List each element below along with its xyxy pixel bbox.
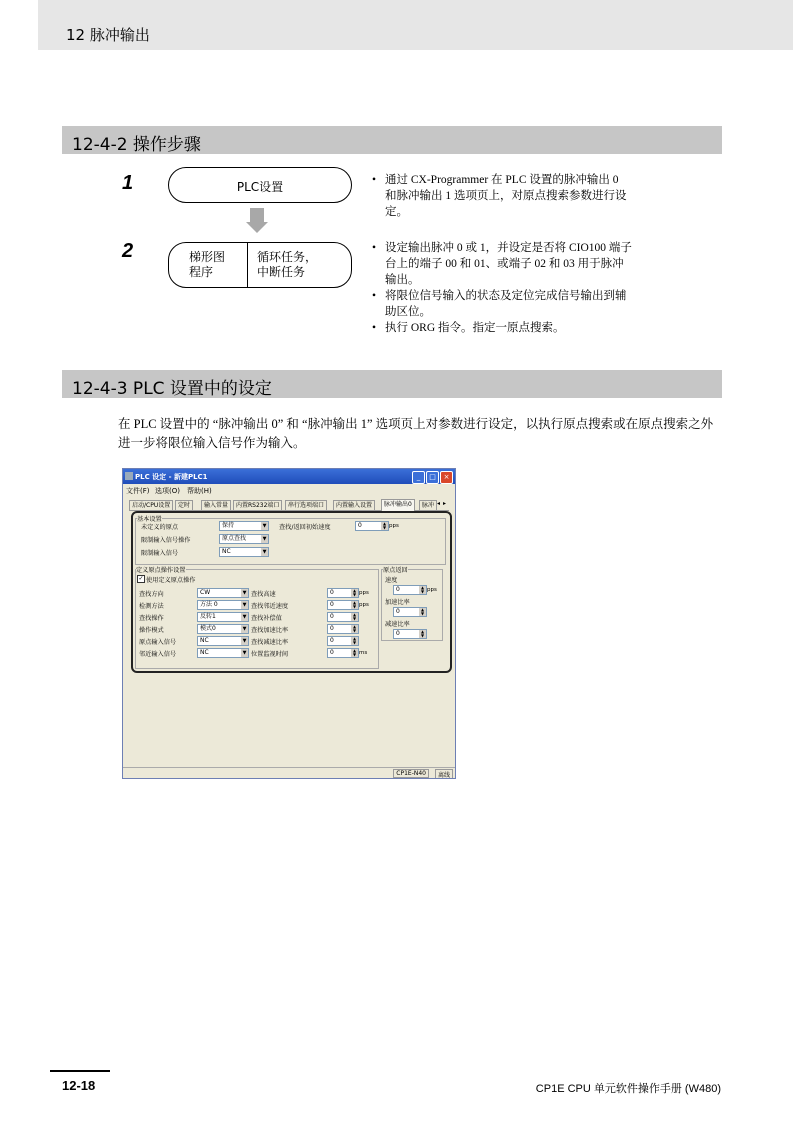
field-label: 未定义的原点 — [141, 524, 179, 531]
field-label: 位置监视时间 — [251, 651, 289, 658]
section-title: 12-4-2 操作步骤 — [72, 135, 201, 155]
section-title: 12-4-3 PLC 设置中的设定 — [72, 379, 272, 399]
menu-options[interactable]: 选项(O) — [155, 487, 180, 495]
select-value: NC — [200, 637, 209, 644]
field-label: 查找加速比率 — [251, 627, 289, 634]
down-arrow-head-icon — [246, 222, 268, 233]
tab-builtin-input[interactable]: 内置输入设置 — [333, 500, 375, 510]
tab-pulse-more[interactable]: 脉冲 — [419, 500, 437, 510]
select-value: 反转1 — [200, 613, 216, 620]
tab-scroll-left-icon[interactable]: ◂ — [437, 500, 441, 507]
decel-ratio-field[interactable] — [327, 636, 359, 646]
group-title: 定义原点操作设置 — [136, 567, 186, 574]
field-label: 检测方法 — [139, 603, 164, 610]
field-label: 限制输入信号操作 — [141, 537, 191, 544]
minimize-icon[interactable]: _ — [412, 471, 425, 484]
step2-bullets — [372, 240, 632, 336]
detection-method-select[interactable] — [197, 600, 249, 610]
chevron-down-icon: ▼ — [262, 523, 267, 529]
bullet-item: • 通过 CX-Programmer 在 PLC 设置的脉冲输出 0 和脉冲输出 1 选项页上，对原点搜索参数进行设定。 — [372, 172, 632, 220]
maximize-icon[interactable]: □ — [426, 471, 439, 484]
unit-label: ms — [359, 650, 368, 656]
step-number: 1 — [122, 172, 134, 194]
tab-pulse-output-0[interactable]: 脉冲输出0 — [381, 499, 415, 511]
tab-input-constant[interactable]: 输入常量 — [201, 500, 231, 510]
field-value: 0 — [396, 608, 400, 615]
select-value: CW — [200, 589, 211, 596]
spinner-icon[interactable]: ▲ ▼ — [352, 624, 357, 633]
section-heading-plc-settings — [62, 370, 722, 398]
manual-title: CP1E CPU 单元软件操作手册 (W480) — [535, 1083, 721, 1095]
field-value: 0 — [330, 637, 334, 644]
origin-input-select[interactable] — [197, 636, 249, 646]
select-value: 保持 — [222, 522, 235, 529]
chevron-down-icon: ▼ — [262, 549, 267, 555]
field-label: 加速比率 — [385, 599, 410, 606]
plc-settings-window — [122, 468, 456, 779]
select-value: 模式0 — [200, 625, 216, 632]
high-speed-field[interactable] — [327, 588, 359, 598]
spinner-icon[interactable]: ▲ ▼ — [352, 600, 357, 609]
field-label: 查找高速 — [251, 591, 276, 598]
tab-scroll-right-icon[interactable]: ▸ — [443, 500, 447, 507]
select-value: NC — [200, 649, 209, 656]
chevron-down-icon: ▼ — [242, 602, 247, 608]
chevron-down-icon: ▼ — [242, 590, 247, 596]
bullet-item: • 设定输出脉冲 0 或 1，并设定是否将 CIO100 端子台上的端子 00 和 01、或端子 02 和 03 用于脉冲输出。 — [372, 240, 632, 288]
search-speed-field[interactable] — [355, 521, 389, 531]
spinner-icon[interactable]: ▲ ▼ — [420, 585, 425, 594]
field-label: 原点输入信号 — [139, 639, 177, 646]
ladder-program-box — [168, 242, 352, 288]
field-label: 查找操作 — [139, 615, 164, 622]
window-titlebar[interactable] — [123, 469, 455, 484]
step1-bullets — [372, 172, 632, 220]
field-value: 0 — [358, 522, 362, 529]
tab-strip — [129, 499, 449, 511]
proximity-speed-field[interactable] — [327, 600, 359, 610]
field-value: 0 — [396, 630, 400, 637]
limit-signal-select[interactable] — [219, 547, 269, 557]
search-direction-select[interactable] — [197, 588, 249, 598]
body-paragraph: 在 PLC 设置中的 “脉冲输出 0” 和 “脉冲输出 1” 选项页上对参数进行设定，以执行原点搜索或在原点搜索之外进一步将限位输入信号作为输入。 — [118, 417, 714, 450]
group-title: 基本设置 — [137, 516, 162, 523]
field-label: 查找/返回初始速度 — [279, 524, 331, 531]
spinner-icon[interactable]: ▲ ▼ — [352, 588, 357, 597]
field-value: 0 — [330, 601, 334, 608]
field-value: 0 — [330, 589, 334, 596]
task-label: 循环任务， 中断任务 — [257, 250, 318, 279]
close-icon[interactable]: × — [440, 471, 453, 484]
unit-label: pps — [427, 587, 437, 593]
tab-timing[interactable]: 定时 — [175, 500, 193, 510]
proximity-input-select[interactable] — [197, 648, 249, 658]
return-accel-field[interactable] — [393, 607, 427, 617]
undefined-origin-select[interactable] — [219, 521, 269, 531]
settings-panel — [131, 511, 452, 673]
window-title: PLC 设定 - 新建PLC1 — [135, 473, 208, 481]
status-offline: 离线 — [435, 769, 453, 779]
unit-label: pps — [359, 590, 369, 596]
spinner-icon[interactable]: ▲ ▼ — [382, 521, 387, 530]
menu-file[interactable]: 文件(F) — [126, 487, 150, 495]
field-value: 0 — [330, 625, 334, 632]
footer-rule — [50, 1070, 110, 1072]
group-title: 原点返回 — [383, 567, 408, 574]
tab-rs232[interactable]: 内置RS232端口 — [233, 500, 282, 510]
operation-mode-select[interactable] — [197, 624, 249, 634]
spinner-icon[interactable]: ▲ ▼ — [420, 629, 425, 638]
accel-ratio-field[interactable] — [327, 624, 359, 634]
spinner-icon[interactable]: ▲ ▼ — [352, 636, 357, 645]
tab-startup[interactable]: 启动/CPU设置 — [129, 500, 173, 510]
page-header — [38, 0, 793, 50]
field-label: 查找补偿值 — [251, 615, 282, 622]
return-speed-field[interactable] — [393, 585, 427, 595]
unit-label: pps — [389, 523, 399, 529]
spinner-icon[interactable]: ▲ ▼ — [352, 648, 357, 657]
chapter-title: 12 脉冲输出 — [66, 26, 150, 44]
field-label: 查找方向 — [139, 591, 164, 598]
status-bar — [123, 767, 455, 778]
tab-serial-option[interactable]: 串行选项端口 — [285, 500, 327, 510]
plc-setup-box — [168, 167, 352, 203]
return-decel-field[interactable] — [393, 629, 427, 639]
field-label: 查找减速比率 — [251, 639, 289, 646]
field-label: 限制输入信号 — [141, 550, 179, 557]
unit-label: pps — [359, 602, 369, 608]
select-value: NC — [222, 548, 231, 555]
chevron-down-icon: ▼ — [262, 536, 267, 542]
select-value: 方法 0 — [200, 601, 218, 608]
app-icon — [125, 472, 133, 480]
checkbox-label: 使用定义原点操作 — [146, 577, 196, 584]
section-heading-steps — [62, 126, 722, 154]
chevron-down-icon: ▼ — [242, 638, 247, 644]
field-value: 0 — [330, 613, 334, 620]
box-divider — [247, 243, 248, 287]
menu-bar — [123, 484, 455, 495]
compensation-field[interactable] — [327, 612, 359, 622]
page-number: 12-18 — [62, 1078, 96, 1093]
field-label: 减速比率 — [385, 621, 410, 628]
limit-op-select[interactable] — [219, 534, 269, 544]
monitor-time-field[interactable] — [327, 648, 359, 658]
chevron-down-icon: ▼ — [242, 650, 247, 656]
chevron-down-icon: ▼ — [242, 614, 247, 620]
spinner-icon[interactable]: ▲ ▼ — [420, 607, 425, 616]
field-label: 操作模式 — [139, 627, 164, 634]
field-label: 查找邻近速度 — [251, 603, 289, 610]
plc-setup-label: PLC设置 — [236, 180, 284, 194]
chevron-down-icon: ▼ — [242, 626, 247, 632]
menu-help[interactable]: 帮助(H) — [187, 487, 212, 495]
field-value: 0 — [396, 586, 400, 593]
select-value: 原点查找 — [222, 535, 247, 542]
bullet-item: • 将限位信号输入的状态及定位完成信号输出到辅助区位。 — [372, 288, 632, 320]
field-label: 速度 — [385, 577, 398, 584]
ladder-label: 梯形图 程序 — [189, 250, 226, 279]
field-label: 邻近输入信号 — [139, 651, 177, 658]
enable-checkbox[interactable]: ✓ — [138, 575, 144, 582]
field-value: 0 — [330, 649, 334, 656]
step-number: 2 — [122, 240, 134, 262]
search-operation-select[interactable] — [197, 612, 249, 622]
bullet-item: • 执行 ORG 指令。指定一原点搜索。 — [372, 320, 632, 336]
status-model: CP1E-N40 — [393, 769, 429, 778]
spinner-icon[interactable]: ▲ ▼ — [352, 612, 357, 621]
